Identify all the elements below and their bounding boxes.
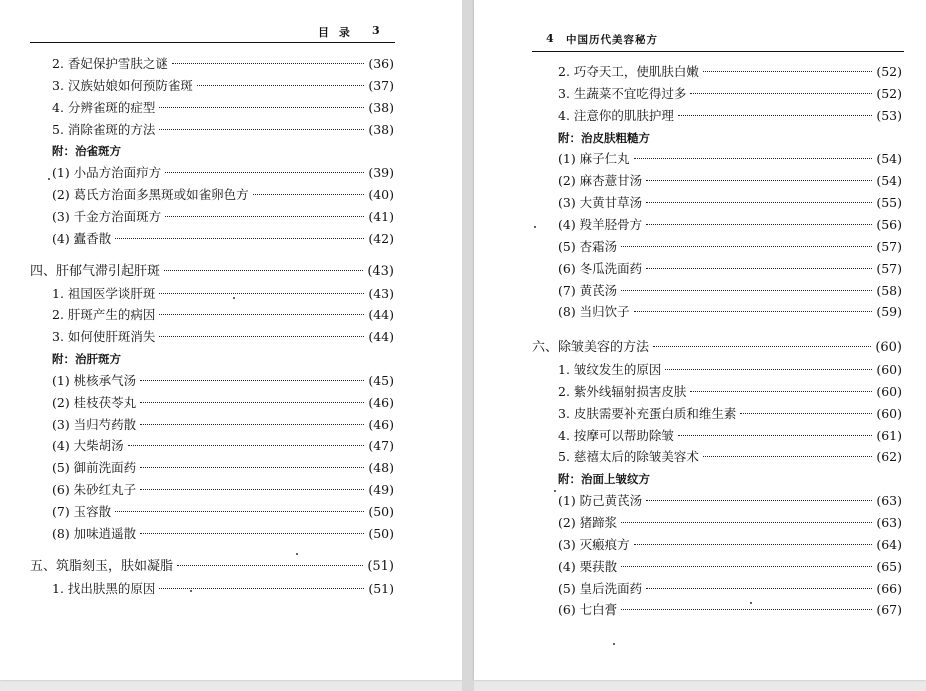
toc-entry-page: (54) xyxy=(876,151,902,166)
toc-entry[interactable] xyxy=(558,448,902,466)
scan-speck xyxy=(190,590,192,592)
toc-entry-title: (6) 朱砂红丸子 xyxy=(52,482,137,497)
toc-entry-title: (5) 皇后洗面药 xyxy=(558,581,643,596)
toc-entry[interactable] xyxy=(52,99,394,117)
dot-leader xyxy=(634,311,873,312)
toc-entry-page: (36) xyxy=(368,56,394,71)
toc-entry-title: (5) 御前洗面药 xyxy=(52,460,137,475)
right-page xyxy=(474,0,926,680)
toc-entry-title: (4) 大柴胡汤 xyxy=(52,438,124,453)
toc-entry-page: (57) xyxy=(876,239,902,254)
toc-entry-page: (43) xyxy=(367,264,394,279)
toc-entry-page: (44) xyxy=(368,329,394,344)
toc-subheading: 附：治皮肤粗糙方 xyxy=(558,131,650,145)
left-page xyxy=(0,0,462,680)
toc-entry-title: (2) 猪蹄浆 xyxy=(558,515,618,530)
toc-entry[interactable] xyxy=(52,481,394,499)
toc-entry-title: 2. 肝斑产生的病因 xyxy=(52,307,156,322)
toc-entry-title: 六、除皱美容的方法 xyxy=(532,340,650,355)
dot-leader xyxy=(703,456,872,457)
toc-entry-title: 3. 汉族姑娘如何预防雀斑 xyxy=(52,78,193,93)
toc-entry-title: 3. 如何使肝斑消失 xyxy=(52,329,156,344)
toc-entry[interactable] xyxy=(52,230,394,248)
toc-entry-page: (62) xyxy=(876,449,902,464)
dot-leader xyxy=(621,290,872,291)
dot-leader xyxy=(140,489,364,490)
scan-speck xyxy=(296,553,298,555)
toc-entry[interactable] xyxy=(558,260,902,278)
toc-entry-page: (38) xyxy=(368,122,394,137)
toc-entry-page: (46) xyxy=(368,417,394,432)
toc-entry-page: (60) xyxy=(875,340,902,355)
toc-entry-title: 4. 按摩可以帮助除皱 xyxy=(558,428,674,443)
toc-entry-page: (37) xyxy=(368,78,394,93)
dot-leader xyxy=(172,63,364,64)
toc-entry-title: (2) 麻杏薏甘汤 xyxy=(558,173,643,188)
header-rule xyxy=(532,51,904,52)
scan-speck xyxy=(613,643,615,645)
toc-entry-title: 1. 祖国医学谈肝斑 xyxy=(52,286,156,301)
toc-entry-page: (38) xyxy=(368,100,394,115)
dot-leader xyxy=(140,533,364,534)
toc-entry-page: (48) xyxy=(368,460,394,475)
dot-leader xyxy=(165,216,364,217)
toc-subheading: 附：治肝斑方 xyxy=(52,352,121,366)
dot-leader xyxy=(159,314,364,315)
toc-entry-title: (7) 黄芪汤 xyxy=(558,283,618,298)
toc-entry-title: (2) 桂枝茯苓丸 xyxy=(52,395,137,410)
dot-leader xyxy=(197,85,364,86)
toc-entry[interactable] xyxy=(52,164,394,182)
toc-entry[interactable] xyxy=(52,394,394,412)
toc-entry-title: 4. 注意你的肌肤护理 xyxy=(558,108,674,123)
toc-entry-page: (58) xyxy=(876,283,902,298)
toc-entry[interactable] xyxy=(52,372,394,390)
toc-entry-page: (44) xyxy=(368,307,394,322)
toc-entry[interactable] xyxy=(558,63,902,81)
toc-entry-title: (3) 灭瘢痕方 xyxy=(558,537,630,552)
dot-leader xyxy=(646,268,872,269)
toc-entry-page: (39) xyxy=(368,165,394,180)
dot-leader xyxy=(678,435,872,436)
toc-entry[interactable] xyxy=(558,216,902,234)
dot-leader xyxy=(140,424,364,425)
dot-leader xyxy=(621,609,872,610)
toc-entry-title: (4) 羖羊胫骨方 xyxy=(558,217,643,232)
toc-entry-title: 5. 慈禧太后的除皱美容术 xyxy=(558,449,699,464)
toc-entry[interactable] xyxy=(52,186,394,204)
toc-entry[interactable] xyxy=(558,580,902,598)
toc-entry[interactable] xyxy=(52,306,394,324)
toc-entry-title: 1. 找出肤黑的原因 xyxy=(52,581,156,596)
dot-leader xyxy=(165,172,364,173)
toc-entry-page: (40) xyxy=(368,187,394,202)
toc-entry-title: 3. 皮肤需要补充蛋白质和维生素 xyxy=(558,406,737,421)
toc-entry-page: (53) xyxy=(876,108,902,123)
running-header-page-number: 4 xyxy=(546,32,554,45)
toc-entry[interactable] xyxy=(52,437,394,455)
toc-entry-title: (6) 七白膏 xyxy=(558,602,618,617)
dot-leader xyxy=(115,511,364,512)
scan-speck xyxy=(48,178,50,180)
dot-leader xyxy=(140,467,364,468)
dot-leader xyxy=(159,293,364,294)
dot-leader xyxy=(646,588,872,589)
scan-speck xyxy=(534,226,536,228)
toc-entry-title: (7) 玉容散 xyxy=(52,504,112,519)
toc-entry-page: (43) xyxy=(368,286,394,301)
running-header-page-number: 3 xyxy=(372,24,380,37)
toc-entry-page: (60) xyxy=(876,362,902,377)
toc-entry[interactable] xyxy=(558,492,902,510)
toc-entry[interactable] xyxy=(558,405,902,423)
scan-speck xyxy=(233,297,235,299)
toc-entry-title: 2. 紫外线辐射损害皮肤 xyxy=(558,384,687,399)
toc-entry-page: (47) xyxy=(368,438,394,453)
toc-entry-page: (67) xyxy=(876,602,902,617)
dot-leader xyxy=(690,391,872,392)
dot-leader xyxy=(159,107,364,108)
toc-entry[interactable] xyxy=(558,514,902,532)
toc-entry[interactable] xyxy=(558,107,902,125)
toc-entry-title: 2. 巧夺天工，使肌肤白嫩 xyxy=(558,64,699,79)
toc-entry[interactable] xyxy=(52,285,394,303)
toc-entry-title: (5) 杏霜汤 xyxy=(558,239,618,254)
dot-leader xyxy=(128,445,365,446)
toc-entry[interactable] xyxy=(558,558,902,576)
toc-entry-title: (3) 当归芍药散 xyxy=(52,417,137,432)
toc-entry[interactable] xyxy=(52,55,394,73)
toc-entry-title: 1. 皱纹发生的原因 xyxy=(558,362,662,377)
toc-entry[interactable] xyxy=(558,536,902,554)
running-header-title: 目 录 xyxy=(318,26,353,39)
toc-entry-title: (2) 葛氏方治面多黑斑或如雀卵色方 xyxy=(52,187,249,202)
dot-leader xyxy=(115,238,364,239)
toc-entry-page: (66) xyxy=(876,581,902,596)
toc-entry[interactable] xyxy=(558,194,902,212)
dot-leader xyxy=(621,566,872,567)
toc-entry[interactable] xyxy=(558,601,902,619)
dot-leader xyxy=(646,202,872,203)
scan-speck xyxy=(554,490,556,492)
toc-entry-page: (60) xyxy=(876,384,902,399)
dot-leader xyxy=(740,413,872,414)
toc-entry-title: (8) 当归饮子 xyxy=(558,304,630,319)
toc-entry[interactable] xyxy=(558,150,902,168)
toc-entry-title: 五、筑脂刻玉，肤如凝脂 xyxy=(30,559,174,574)
dot-leader xyxy=(665,369,872,370)
dot-leader xyxy=(159,588,364,589)
toc-entry-page: (49) xyxy=(368,482,394,497)
toc-entry[interactable] xyxy=(52,328,394,346)
dot-leader xyxy=(159,129,364,130)
toc-entry[interactable] xyxy=(558,238,902,256)
toc-entry[interactable] xyxy=(558,303,902,321)
toc-entry-page: (60) xyxy=(876,406,902,421)
toc-subheading: 附：治雀斑方 xyxy=(52,144,121,158)
toc-section-entry[interactable] xyxy=(30,558,394,576)
dot-leader xyxy=(159,336,364,337)
dot-leader xyxy=(690,93,872,94)
toc-entry[interactable] xyxy=(558,427,902,445)
toc-entry-title: 四、肝郁气滞引起肝斑 xyxy=(30,264,161,279)
dot-leader xyxy=(646,500,872,501)
toc-entry-title: (1) 桃核承气汤 xyxy=(52,373,137,388)
toc-entry-title: (1) 防己黄芪汤 xyxy=(558,493,643,508)
toc-entry[interactable] xyxy=(52,525,394,543)
dot-leader xyxy=(653,346,871,347)
toc-entry-page: (50) xyxy=(368,504,394,519)
dot-leader xyxy=(703,71,872,72)
toc-entry-page: (55) xyxy=(876,195,902,210)
toc-entry-title: (3) 千金方治面斑方 xyxy=(52,209,162,224)
toc-entry-title: 5. 消除雀斑的方法 xyxy=(52,122,156,137)
dot-leader xyxy=(621,522,872,523)
toc-entry[interactable] xyxy=(52,208,394,226)
toc-entry[interactable] xyxy=(52,77,394,95)
toc-entry-page: (57) xyxy=(876,261,902,276)
toc-entry-page: (45) xyxy=(368,373,394,388)
toc-entry-page: (56) xyxy=(876,217,902,232)
dot-leader xyxy=(678,115,872,116)
dot-leader xyxy=(634,544,873,545)
toc-entry[interactable] xyxy=(52,580,394,598)
dot-leader xyxy=(646,180,872,181)
toc-entry-page: (64) xyxy=(876,537,902,552)
dot-leader xyxy=(621,246,872,247)
toc-entry[interactable] xyxy=(52,503,394,521)
toc-entry-title: 3. 生蔬菜不宜吃得过多 xyxy=(558,86,687,101)
running-header-title: 中国历代美容秘方 xyxy=(566,34,658,46)
dot-leader xyxy=(634,158,873,159)
toc-entry[interactable] xyxy=(558,383,902,401)
dot-leader xyxy=(177,565,363,566)
toc-entry-page: (41) xyxy=(368,209,394,224)
toc-entry-page: (50) xyxy=(368,526,394,541)
toc-entry[interactable] xyxy=(52,416,394,434)
toc-entry[interactable] xyxy=(52,121,394,139)
toc-entry-title: 2. 香妃保护雪肤之谜 xyxy=(52,56,168,71)
toc-entry-title: (1) 麻子仁丸 xyxy=(558,151,630,166)
toc-entry-title: (4) 栗荴散 xyxy=(558,559,618,574)
scan-speck xyxy=(750,602,752,604)
toc-entry-page: (51) xyxy=(367,559,394,574)
toc-entry-page: (59) xyxy=(876,304,902,319)
toc-subheading: 附：治面上皱纹方 xyxy=(558,472,650,486)
toc-entry-title: 4. 分辨雀斑的症型 xyxy=(52,100,156,115)
toc-entry[interactable] xyxy=(558,172,902,190)
toc-entry[interactable] xyxy=(558,282,902,300)
toc-entry-title: (6) 冬瓜洗面药 xyxy=(558,261,643,276)
toc-entry-page: (42) xyxy=(368,231,394,246)
toc-entry-page: (63) xyxy=(876,515,902,530)
book-gutter xyxy=(462,0,474,691)
toc-entry[interactable] xyxy=(558,361,902,379)
dot-leader xyxy=(164,270,363,271)
dot-leader xyxy=(253,194,365,195)
dot-leader xyxy=(140,402,364,403)
toc-entry-title: (4) 蠹香散 xyxy=(52,231,112,246)
toc-section-entry[interactable] xyxy=(532,339,902,357)
toc-entry-page: (46) xyxy=(368,395,394,410)
toc-entry-title: (3) 大黄甘草汤 xyxy=(558,195,643,210)
dot-leader xyxy=(140,380,364,381)
toc-entry-title: (1) 小品方治面疖方 xyxy=(52,165,162,180)
toc-section-entry[interactable] xyxy=(30,263,394,281)
toc-entry-page: (52) xyxy=(876,64,902,79)
dot-leader xyxy=(646,224,872,225)
toc-entry[interactable] xyxy=(558,85,902,103)
toc-entry-page: (52) xyxy=(876,86,902,101)
toc-entry-title: (8) 加味逍遥散 xyxy=(52,526,137,541)
toc-entry-page: (61) xyxy=(876,428,902,443)
header-rule xyxy=(30,42,395,43)
toc-entry-page: (54) xyxy=(876,173,902,188)
toc-entry-page: (65) xyxy=(876,559,902,574)
toc-entry-page: (51) xyxy=(368,581,394,596)
toc-entry[interactable] xyxy=(52,459,394,477)
toc-entry-page: (63) xyxy=(876,493,902,508)
